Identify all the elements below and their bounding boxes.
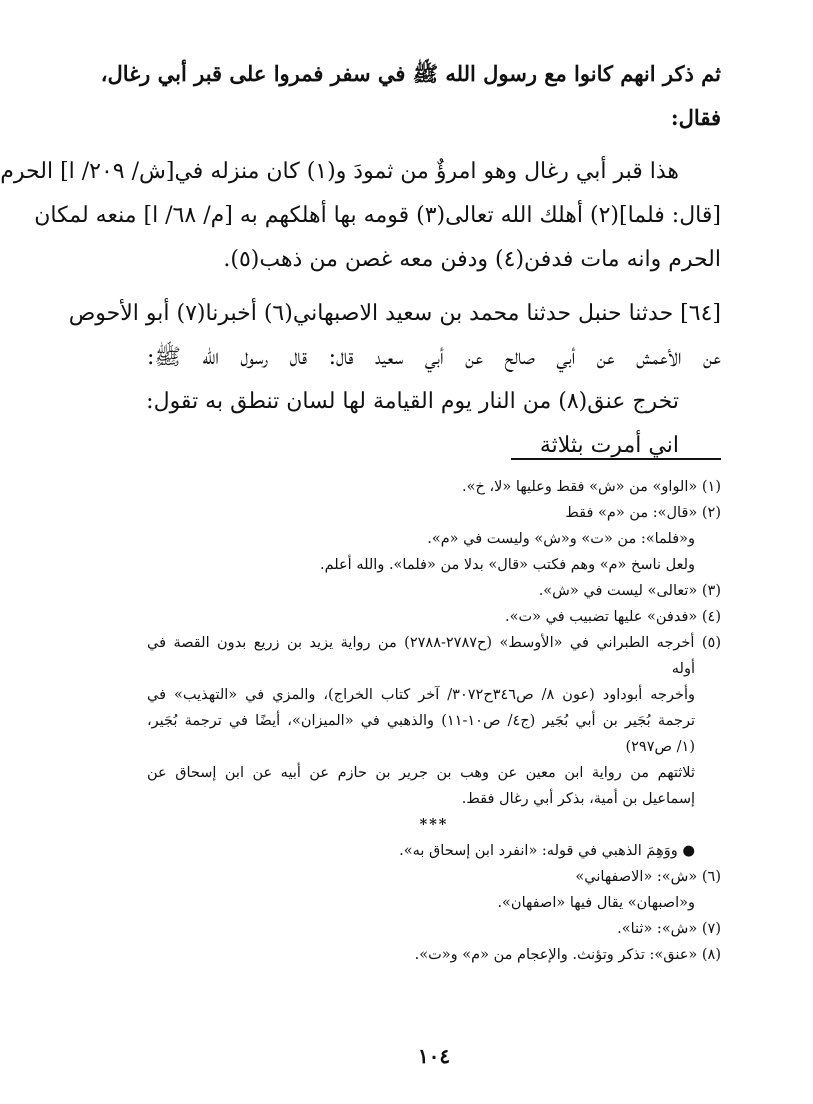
text-line: [قال: فلما](٢) أهلك الله تعالى(٣) قومه بها أهلكهم به [م/ ٦٨/ ا] منعه لمكان	[34, 203, 721, 228]
text-line: ثم ذكر انهم كانوا مع رسول الله ﷺ في سفر فمروا على قبر أبي رغال،	[100, 61, 721, 86]
footnote-line: (٨) «عنق»: تذكر وتؤنث. والإعجام من «م» و«ت».	[414, 947, 721, 963]
footnote-line: ***	[419, 816, 449, 833]
footnote-line: (٦) «ش»: «الاصفهاني»	[575, 869, 721, 885]
text-line: الحرم وانه مات فدفن(٤) ودفن معه غصن من ذهب(٥).	[223, 247, 721, 272]
footnote-line: وأخرجه أبوداود (عون ٨/ ص٣٤٦ح٣٠٧٢/ آخر كتاب الخراج)، والمزي في «التهذيب» في	[147, 687, 695, 703]
footnote-line: ● ووَهِمَ الذهبي في قوله: «انفرد ابن إسحاق به».	[399, 843, 695, 859]
paragraph-gap	[147, 282, 721, 292]
text-line: اني أمرت بثلاثة	[539, 433, 679, 458]
footnote-line: و«فلما»: من «ت» و«ش» وليست في «م».	[427, 531, 695, 547]
paragraph-gap	[147, 140, 721, 150]
footnote-line: (٣) «تعالى» ليست في «ش».	[538, 583, 721, 599]
footnote-line: ترجمة بُجَير بن أبي بُجَير (ج٤/ ص١٠-١١) والذهبي في «الميزان»، أيضًا في ترجمة بُجَير،	[147, 713, 695, 729]
footnote-line: (٤) «فدفن» عليها تضبيب في «ت».	[505, 609, 721, 625]
footnote-line: و«اصبهان» يقال فيها «اصفهان».	[497, 895, 695, 911]
footnotes	[147, 474, 721, 968]
footnote-line: ولعل ناسخ «م» وهم فكتب «قال» بدلا من «فلما». والله أعلم.	[319, 557, 695, 573]
footnote-line: (٥) أخرجه الطبراني في «الأوسط» (ح٢٧٨٧-٢٧٨٨) من رواية يزيد بن زريع بدون القصة في	[147, 635, 721, 651]
footnote-separator	[511, 458, 721, 460]
text-line: فقال:	[670, 105, 721, 130]
footnote-line: (١) «الواو» من «ش» فقط وعليها «لا، خ».	[462, 479, 721, 495]
footnote-line: (١/ ص٢٩٧)	[625, 739, 695, 755]
footnote-line: (٧) «ش»: «ثنا».	[617, 921, 721, 937]
text-line: تخرج عنق(٨) من النار يوم القيامة لها لسان تنطق به تقول:	[146, 389, 679, 414]
footnote-line: إسماعيل بن أمية، بذكر أبي رغال فقط.	[461, 791, 695, 807]
main-text	[0, 52, 721, 468]
footnote-line: ثلاثتهم من رواية ابن معين عن وهب بن جرير بن حازم عن أبيه عن ابن إسحاق عن	[147, 765, 695, 781]
footnote-line: (٢) «قال»: من «م» فقط	[565, 505, 721, 521]
text-line: عن الأعمش عن أبي صالح عن أبي سعيد قال: قال رسول الله ﷺ:	[147, 345, 721, 370]
text-line: [٦٤] حدثنا حنبل حدثنا محمد بن سعيد الاصبهاني(٦) أخبرنا(٧) أبو الأحوص	[68, 301, 721, 326]
footnote-line: أوله	[671, 661, 695, 677]
text-line: هذا قبر أبي رغال وهو امرؤٌ من ثمودَ و(١) كان منزله في[ش/ ٢٠٩/ ا] الحرم	[0, 159, 679, 184]
page-number: ١٠٤	[417, 1044, 451, 1068]
